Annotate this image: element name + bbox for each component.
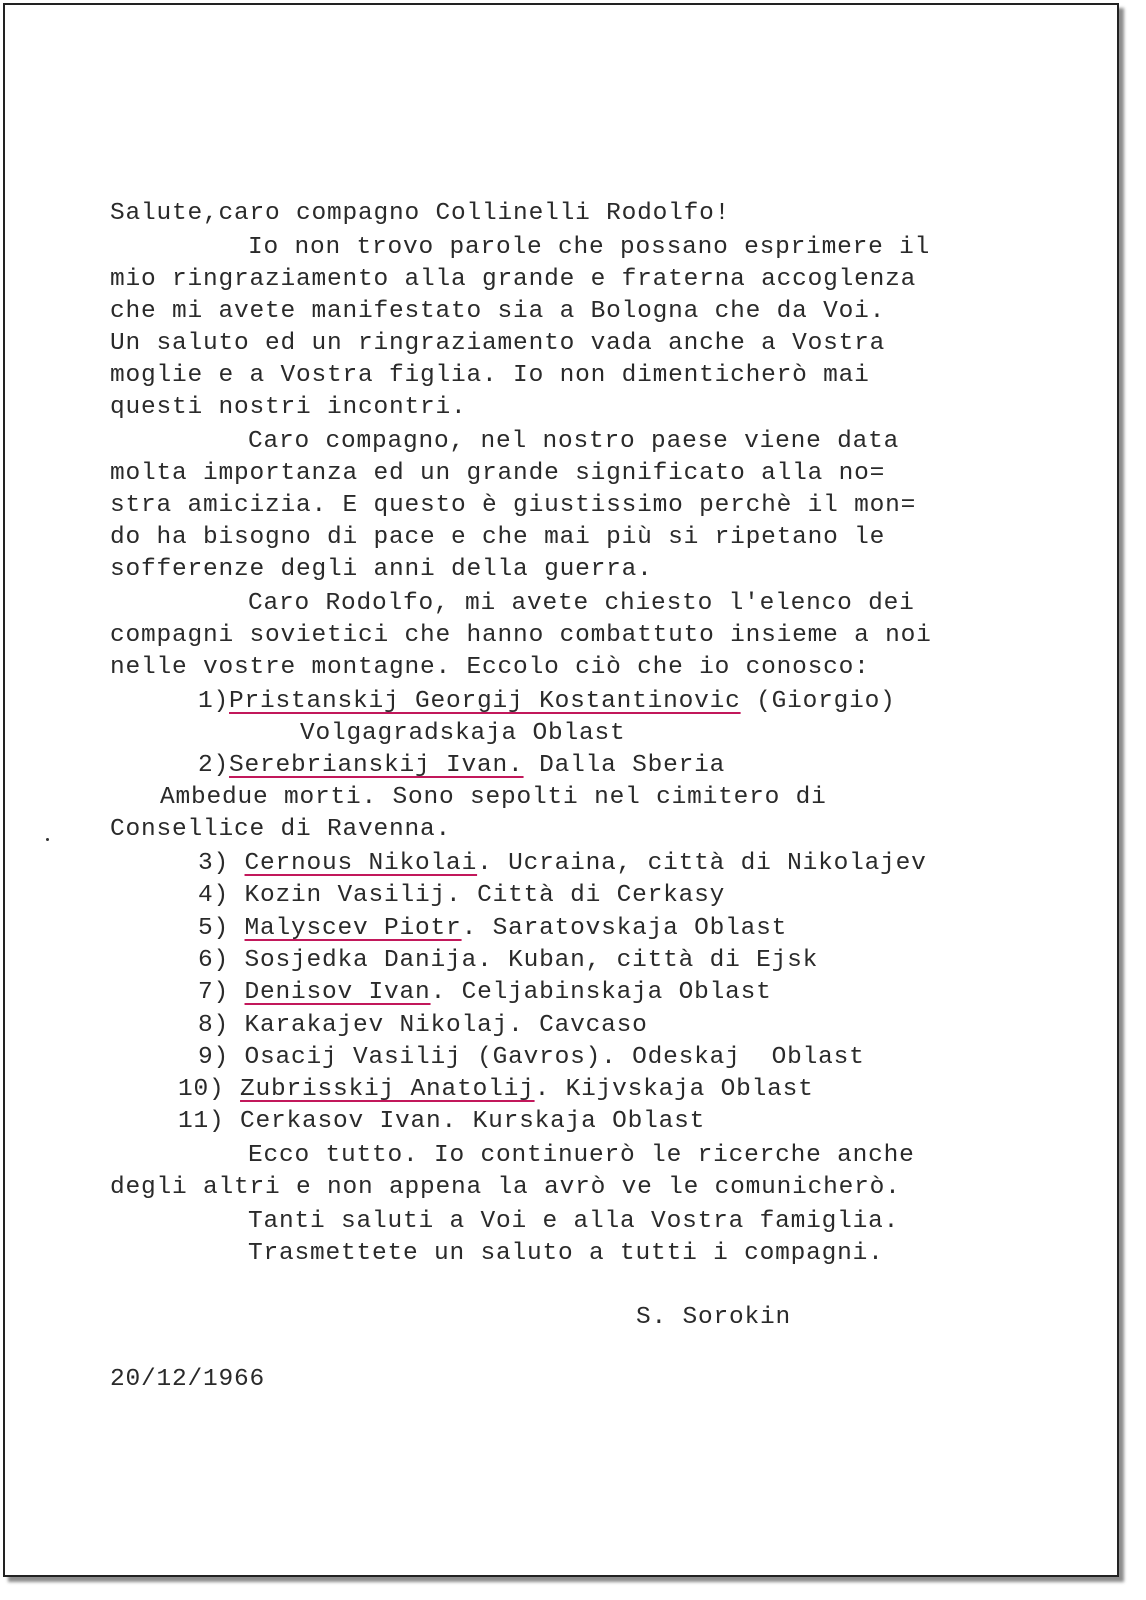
list-number: 8): [198, 1011, 230, 1039]
closing-line: degli altri e non appena la avrò ve le comunicherò.: [110, 1174, 901, 1201]
para2-line: Caro compagno, nel nostro paese viene data: [248, 428, 900, 455]
list-detail: Osacij Vasilij (Gavros). Odeskaj Oblast: [244, 1043, 865, 1071]
list-name-underlined: Zubrisskij Anatolij: [240, 1076, 535, 1104]
para1-line: che mi avete manifestato sia a Bologna che da Voi.: [110, 298, 886, 325]
list-item: [198, 686, 896, 718]
list-detail: Kozin Vasilij. Città di Cerkasy: [244, 882, 726, 910]
list-item: [198, 1042, 865, 1074]
list-number: 9): [198, 1043, 230, 1071]
list-item: [178, 1074, 814, 1106]
list-item: [198, 880, 725, 912]
note-line: Ambedue morti. Sono sepolti nel cimitero di: [160, 784, 827, 811]
list-detail: (Giorgio): [740, 688, 896, 715]
list-name-underlined: Denisov Ivan: [244, 979, 431, 1007]
list-number: 2): [198, 752, 230, 779]
list-item: [178, 1106, 705, 1138]
list-number: 5): [198, 914, 230, 942]
list-detail: Karakajev Nikolaj. Cavcaso: [244, 1011, 648, 1039]
list-item: [198, 913, 787, 945]
list-number: 7): [198, 979, 230, 1007]
list-detail-line: Volgagradskaja Oblast: [300, 720, 626, 747]
list-item: [198, 848, 927, 880]
para1-line: Io non trovo parole che possano esprimere il: [248, 234, 931, 261]
list-number: 11): [178, 1108, 225, 1136]
closing-line: Trasmettete un saluto a tutti i compagni.: [248, 1240, 884, 1267]
list-item: [198, 977, 772, 1009]
para1-line: Un saluto ed un ringraziamento vada anche a Vostra: [110, 330, 886, 357]
list-detail: Dalla Sberia: [523, 752, 726, 779]
para2-line: molta importanza ed un grande significato alla no=: [110, 460, 886, 487]
para3-line: compagni sovietici che hanno combattuto insieme a noi: [110, 622, 932, 649]
para1-line: questi nostri incontri.: [110, 394, 467, 421]
list-number: 1): [198, 688, 230, 715]
para3-line: Caro Rodolfo, mi avete chiesto l'elenco dei: [248, 590, 915, 617]
list-name-underlined: Malyscev Piotr: [244, 914, 462, 942]
para1-line: mio ringraziamento alla grande e fraterna accoglenza: [110, 266, 917, 293]
greeting: Salute,caro compagno Collinelli Rodolfo!: [110, 200, 731, 227]
list-number: 6): [198, 946, 230, 974]
list-name-underlined: Serebrianskij Ivan.: [229, 752, 524, 779]
note-line: Consellice di Ravenna.: [110, 816, 452, 843]
stray-mark: [46, 838, 49, 841]
closing-line: Ecco tutto. Io continuerò le ricerche anche: [248, 1142, 915, 1169]
list-item: [198, 750, 725, 782]
para2-line: stra amicizia. E questo è giustissimo perchè il mon=: [110, 492, 917, 519]
list-detail: . Celjabinskaja Oblast: [430, 979, 772, 1007]
list-detail: . Ucraina, città di Nikolajev: [477, 850, 927, 877]
para3-line: nelle vostre montagne. Eccolo ciò che io conosco:: [110, 654, 870, 681]
list-number: 4): [198, 882, 230, 910]
signature: S. Sorokin: [636, 1304, 792, 1331]
date: 20/12/1966: [110, 1366, 266, 1393]
para2-line: do ha bisogno di pace e che mai più si ripetano le: [110, 524, 886, 551]
list-number: 10): [178, 1076, 225, 1104]
list-name-underlined: Pristanskij Georgij Kostantinovic: [229, 688, 741, 715]
list-name-underlined: Cernous Nikolai: [244, 850, 478, 877]
list-item: [198, 945, 818, 977]
list-item: [198, 1010, 648, 1042]
para1-line: moglie e a Vostra figlia. Io non dimenticherò mai: [110, 362, 870, 389]
closing-line: Tanti saluti a Voi e alla Vostra famiglia.: [248, 1208, 900, 1235]
list-detail: . Saratovskaja Oblast: [461, 914, 788, 942]
para2-line: sofferenze degli anni della guerra.: [110, 556, 653, 583]
list-number: 3): [198, 850, 230, 877]
list-detail: . Kijvskaja Oblast: [534, 1076, 814, 1104]
list-detail: Cerkasov Ivan. Kurskaja Oblast: [240, 1108, 706, 1136]
list-detail: Sosjedka Danija. Kuban, città di Ejsk: [244, 946, 819, 974]
